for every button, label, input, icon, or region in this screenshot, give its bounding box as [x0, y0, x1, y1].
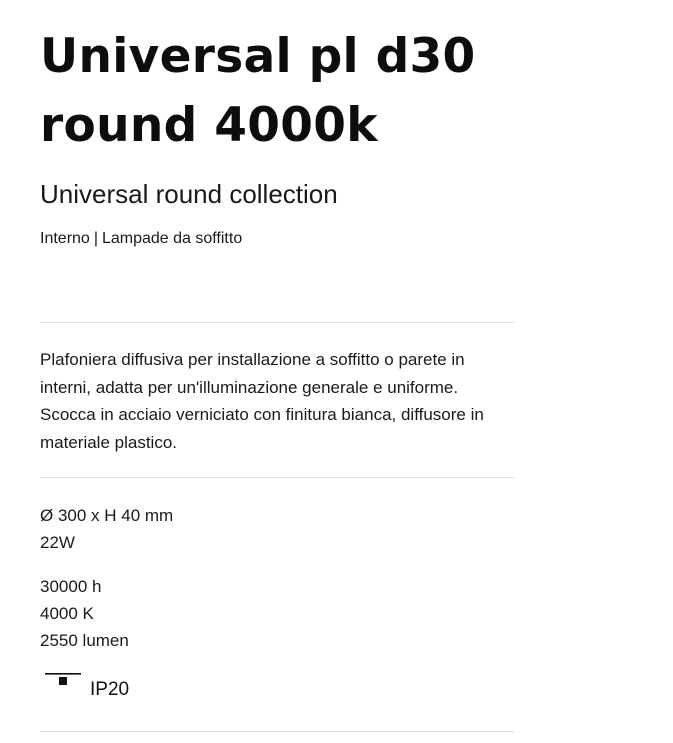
spec-luminous-flux: 2550 lumen [40, 631, 129, 650]
spec-lifetime: 30000 h [40, 577, 102, 596]
collection-subtitle: Universal round collection [40, 179, 338, 209]
ceiling-mount-icon [45, 672, 81, 688]
product-title: Universal pl d30 round 4000k [40, 29, 476, 153]
divider [40, 322, 514, 323]
ip-rating-row [40, 672, 240, 706]
breadcrumb-category[interactable]: Interno [40, 230, 90, 247]
breadcrumb-subcategory[interactable]: Lampade da soffitto [101, 230, 243, 247]
product-description: Plafoniera diffusiva per installazione a soffitto o parete in interni, adatta per un'illuminazione generale e uniforme. Scocca in acciaio verniciato con finitura bianca, diffusore in materiale plastico. [40, 350, 484, 452]
divider [40, 477, 514, 478]
divider [40, 731, 514, 732]
spec-power: 22W [40, 533, 75, 552]
spec-color-temperature: 4000 K [40, 604, 94, 623]
breadcrumb-separator: | [93, 230, 98, 247]
breadcrumb [40, 229, 242, 249]
spec-dimensions: Ø 300 x H 40 mm [40, 506, 174, 525]
ip-rating: IP20 [90, 679, 130, 700]
